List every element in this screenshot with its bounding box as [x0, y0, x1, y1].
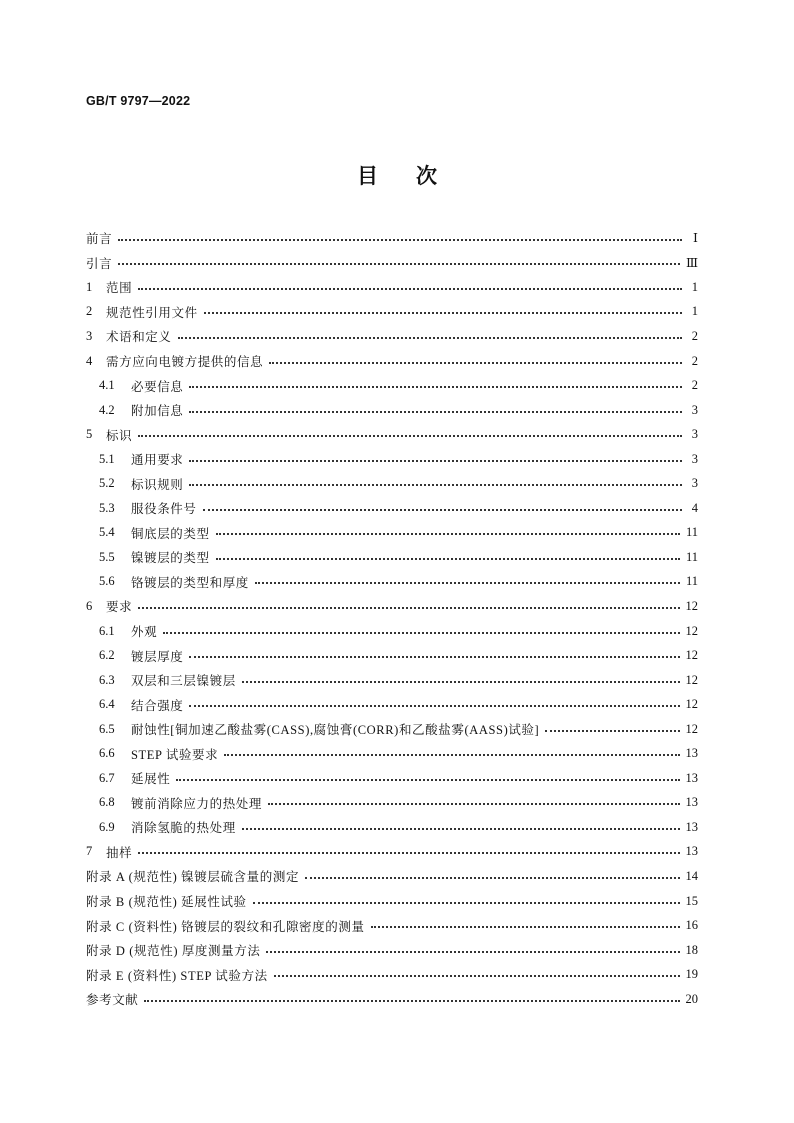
toc-entry-number: 6.2: [99, 648, 115, 663]
dot-leader: [253, 901, 680, 904]
toc-entry-label: 附录 D (规范性) 厚度测量方法: [86, 944, 261, 959]
dot-leader: [305, 876, 679, 879]
dot-leader: [224, 753, 679, 756]
toc-entry-label: 镀层厚度: [131, 649, 184, 664]
toc-entry-page-number: 12: [685, 672, 698, 687]
toc-entry-label: 延展性: [131, 772, 171, 787]
dot-leader: [189, 483, 682, 486]
toc-entry-label: 前言: [86, 232, 113, 247]
toc-entry-label: 附录 E (资料性) STEP 试验方法: [86, 968, 268, 983]
toc-entry-page-number: 1: [691, 279, 698, 294]
toc-entry-page-number: 13: [685, 795, 698, 810]
dot-leader: [545, 729, 679, 732]
toc-entry[interactable]: [86, 594, 698, 619]
toc-entry-page-number: Ⅲ: [685, 255, 698, 270]
toc-entry-label: 规范性引用文件: [106, 305, 198, 320]
standard-code: GB/T 9797—2022: [86, 94, 191, 108]
toc-entry-number: 5.5: [99, 549, 115, 564]
toc-entry-label: 需方应向电镀方提供的信息: [106, 355, 264, 369]
dot-leader: [204, 311, 682, 314]
toc-entry[interactable]: [86, 226, 698, 251]
toc-entry[interactable]: [86, 447, 698, 472]
dot-leader: [138, 851, 679, 854]
page-title: [0, 160, 794, 190]
toc-entry-number: 4: [86, 353, 93, 368]
toc-entry-number: 6.4: [99, 697, 115, 712]
toc-entry-page-number: 13: [685, 770, 698, 785]
toc-entry-label: 结合强度: [131, 698, 184, 713]
toc-entry[interactable]: [86, 496, 698, 521]
toc-entry-page-number: 11: [685, 525, 698, 540]
dot-leader: [138, 434, 682, 437]
toc-entry-number: 6.3: [99, 672, 115, 687]
toc-entry[interactable]: [86, 766, 698, 791]
toc-entry-page-number: 18: [685, 942, 698, 957]
dot-leader: [268, 802, 679, 805]
toc-entry-label: 参考文献: [86, 993, 139, 1008]
toc-entry-label: 耐蚀性[铜加速乙酸盐雾(CASS),腐蚀膏(CORR)和乙酸盐雾(AASS)试验]: [131, 723, 540, 738]
dot-leader: [216, 557, 680, 560]
dot-leader: [189, 655, 679, 658]
toc-entry-number: 6.6: [99, 746, 115, 761]
dot-leader: [242, 680, 680, 683]
toc-entry[interactable]: [86, 741, 698, 766]
toc-entry-page-number: 12: [685, 648, 698, 663]
dot-leader: [176, 778, 679, 781]
toc-entry[interactable]: [86, 619, 698, 644]
toc-entry[interactable]: [86, 815, 698, 840]
dot-leader: [178, 336, 682, 339]
toc-entry-number: 5.6: [99, 574, 115, 589]
toc-entry-page-number: 12: [685, 623, 698, 638]
toc-entry[interactable]: [86, 398, 698, 423]
toc-entry-page-number: 2: [691, 328, 698, 343]
toc-entry-number: 5.2: [99, 476, 115, 491]
toc-entry[interactable]: [86, 545, 698, 570]
toc-entry-label: 镀前消除应力的热处理: [131, 796, 263, 811]
toc-entry-page-number: 3: [691, 427, 698, 442]
toc-entry-label: STEP 试验要求: [131, 747, 219, 762]
toc-entry-label: 铬镀层的类型和厚度: [131, 575, 249, 590]
dot-leader: [118, 238, 682, 241]
toc-entry-number: 4.2: [99, 402, 115, 417]
toc-entry[interactable]: [86, 251, 698, 276]
dot-leader: [189, 410, 682, 413]
toc-entry[interactable]: [86, 643, 698, 668]
toc-entry[interactable]: [86, 570, 698, 595]
toc-entry[interactable]: [86, 668, 698, 693]
toc-entry-label: 必要信息: [131, 379, 184, 394]
toc-entry-page-number: 13: [685, 746, 698, 761]
toc-entry-page-number: 3: [691, 402, 698, 417]
toc-entry-page-number: 12: [685, 721, 698, 736]
toc-entry-label: 标识: [106, 428, 133, 443]
toc-entry-number: 3: [86, 328, 93, 343]
toc-entry[interactable]: [86, 324, 698, 349]
dot-leader: [189, 704, 679, 707]
dot-leader: [189, 385, 682, 388]
table-of-contents: [86, 226, 698, 1012]
title-char-1: 目: [357, 164, 378, 188]
toc-entry-number: 1: [86, 279, 93, 294]
toc-entry[interactable]: [86, 349, 698, 374]
toc-entry-number: 6.1: [99, 623, 115, 638]
toc-entry-page-number: 3: [691, 476, 698, 491]
toc-entry[interactable]: [86, 913, 698, 938]
toc-entry-label: 镍镀层的类型: [131, 551, 210, 566]
dot-leader: [266, 950, 679, 953]
toc-entry-number: 5.4: [99, 525, 115, 540]
toc-entry-page-number: 3: [691, 451, 698, 466]
toc-entry-label: 消除氢脆的热处理: [131, 821, 236, 836]
toc-entry[interactable]: [86, 692, 698, 717]
toc-entry-number: 6.7: [99, 770, 115, 785]
toc-entry-number: 4.1: [99, 378, 115, 393]
toc-entry-number: 6.9: [99, 819, 115, 834]
toc-entry-label: 抽样: [106, 845, 133, 860]
toc-entry-page-number: 12: [685, 598, 698, 613]
toc-entry-number: 5: [86, 427, 93, 442]
toc-entry-label: 要求: [106, 600, 133, 615]
toc-entry-page-number: 11: [685, 574, 698, 589]
toc-entry-label: 附加信息: [131, 404, 184, 419]
toc-entry-number: 7: [86, 844, 93, 859]
toc-entry-page-number: 2: [691, 378, 698, 393]
dot-leader: [203, 508, 682, 511]
toc-entry-label: 双层和三层镍镀层: [131, 674, 236, 689]
toc-entry-label: 范围: [106, 281, 133, 296]
toc-entry-label: 标识规则: [131, 477, 184, 492]
dot-leader: [216, 532, 680, 535]
toc-entry-page-number: 13: [685, 844, 698, 859]
toc-entry[interactable]: [86, 938, 698, 963]
toc-entry[interactable]: [86, 962, 698, 987]
toc-entry-label: 术语和定义: [106, 330, 172, 345]
toc-entry[interactable]: [86, 521, 698, 546]
toc-entry-label: 附录 C (资料性) 铬镀层的裂纹和孔隙密度的测量: [86, 919, 365, 934]
toc-entry-number: 5.3: [99, 500, 115, 515]
toc-entry[interactable]: [86, 717, 698, 742]
toc-entry-page-number: 12: [685, 697, 698, 712]
toc-entry-page-number: 11: [685, 549, 698, 564]
title-char-2: 次: [416, 164, 437, 188]
toc-entry-label: 附录 A (规范性) 镍镀层硫含量的测定: [86, 870, 300, 885]
dot-leader: [269, 361, 682, 364]
toc-entry[interactable]: [86, 791, 698, 816]
toc-entry-number: 6: [86, 598, 93, 613]
toc-entry-number: 6.5: [99, 721, 115, 736]
toc-entry[interactable]: [86, 300, 698, 325]
dot-leader: [138, 287, 682, 290]
toc-entry-page-number: 19: [685, 967, 698, 982]
toc-entry-number: 5.1: [99, 451, 115, 466]
toc-entry-label: 铜底层的类型: [131, 526, 210, 541]
toc-entry[interactable]: [86, 889, 698, 914]
toc-entry-page-number: 14: [685, 868, 698, 883]
toc-entry-page-number: 13: [685, 819, 698, 834]
toc-entry-number: 6.8: [99, 795, 115, 810]
toc-entry-page-number: 1: [691, 304, 698, 319]
toc-entry-page-number: 4: [691, 500, 698, 515]
dot-leader: [138, 606, 679, 609]
toc-entry[interactable]: [86, 864, 698, 889]
dot-leader: [189, 459, 682, 462]
dot-leader: [371, 925, 680, 928]
toc-entry-page-number: Ⅰ: [693, 231, 698, 246]
toc-entry-label: 外观: [131, 625, 158, 640]
dot-leader: [163, 631, 679, 634]
dot-leader: [255, 581, 680, 584]
dot-leader: [274, 974, 680, 977]
toc-entry[interactable]: [86, 422, 698, 447]
toc-entry-page-number: 15: [685, 893, 698, 908]
toc-entry-page-number: 16: [685, 918, 698, 933]
toc-entry[interactable]: [86, 987, 698, 1012]
toc-entry[interactable]: [86, 275, 698, 300]
dot-leader: [144, 999, 679, 1002]
toc-entry-label: 附录 B (规范性) 延展性试验: [86, 895, 247, 910]
toc-entry[interactable]: [86, 840, 698, 865]
toc-entry-label: 服役条件号: [131, 502, 197, 517]
toc-entry-number: 2: [86, 304, 93, 319]
toc-entry-page-number: 20: [685, 991, 698, 1006]
dot-leader: [118, 262, 680, 265]
toc-entry-label: 通用要求: [131, 453, 184, 468]
toc-entry-label: 引言: [86, 256, 113, 271]
toc-entry[interactable]: [86, 471, 698, 496]
toc-entry[interactable]: [86, 373, 698, 398]
toc-entry-page-number: 2: [691, 353, 698, 368]
dot-leader: [242, 827, 680, 830]
